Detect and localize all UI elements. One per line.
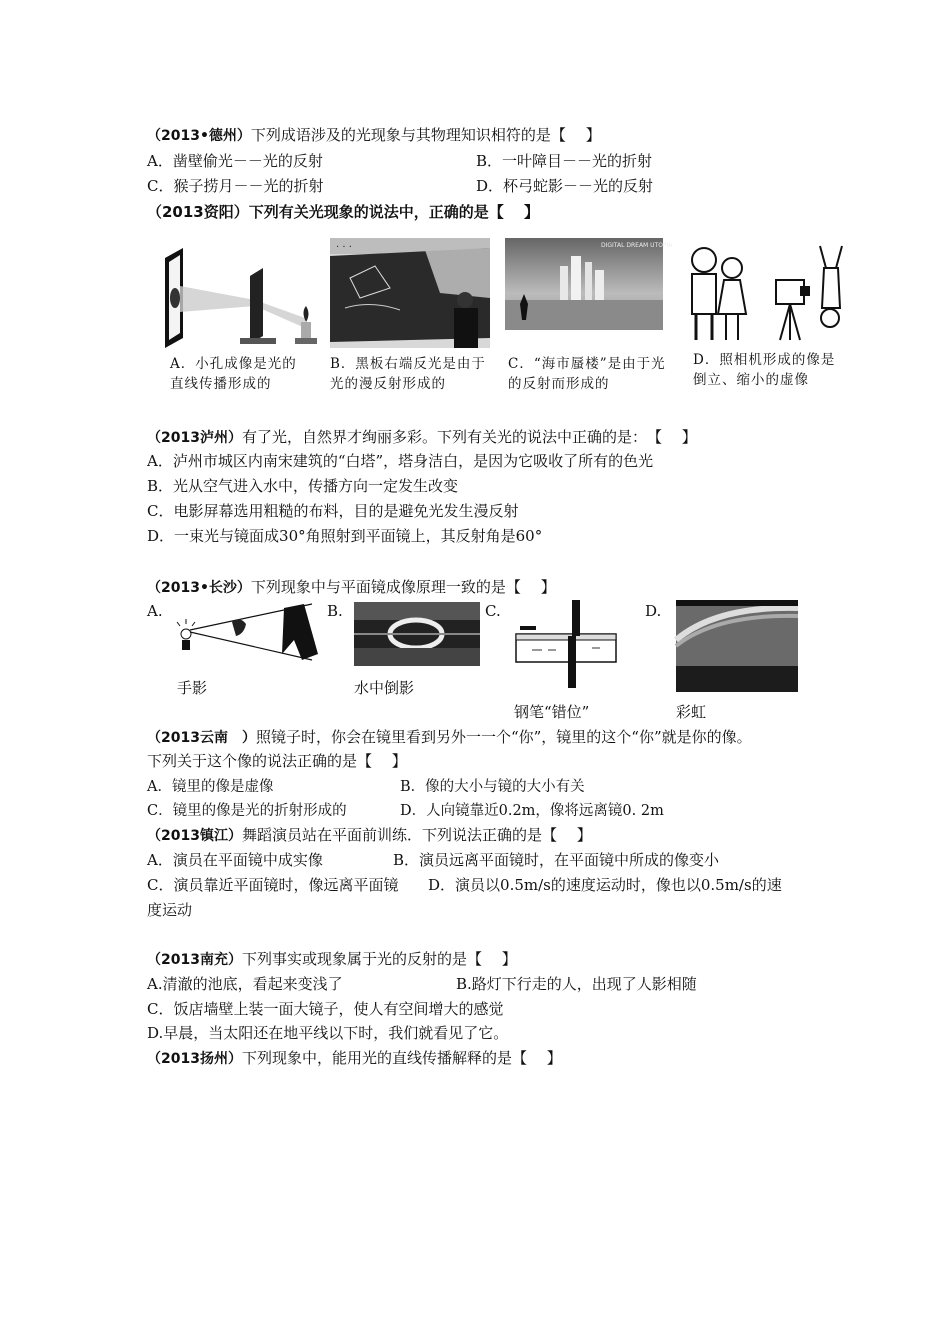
question-4-text: 下列现象中与平面镜成像原理一致的是【 】	[250, 578, 556, 596]
question-5-stem	[147, 726, 752, 749]
q7-option-a: A.清澈的池底，看起来变浅了	[147, 975, 343, 993]
question-3-stem	[147, 426, 697, 449]
q3-option-d: D．一束光与镜面成30°角照射到平面镜上，其反射角是60°	[147, 527, 543, 545]
question-1-text: 下列成语涉及的光现象与其物理知识相符的是【 】	[250, 126, 601, 144]
q7-option-d: D.早晨，当太阳还在地平线以下时，我们就看见了它。	[147, 1024, 509, 1042]
hand-shadow-figure	[172, 600, 332, 662]
camera-cartoon	[680, 238, 848, 344]
q1-option-d: D．杯弓蛇影－－光的反射	[476, 177, 654, 195]
q4-letter-a: A.	[147, 602, 163, 620]
question-1-stem	[147, 124, 601, 147]
q6-option-c: C．演员靠近平面镜时，像远离平面镜	[147, 876, 399, 894]
svg-text:· · ·: · · ·	[336, 242, 352, 253]
q4-caption-d: 彩虹	[676, 703, 707, 721]
q4-letter-d: D.	[645, 602, 662, 620]
q7-option-c: C．饭店墙壁上装一面大镜子，使人有空间增大的感觉	[147, 1000, 504, 1018]
q1-option-a: A．凿壁偷光－－光的反射	[147, 152, 323, 170]
question-5-stem-2: 下列关于这个像的说法正确的是【 】	[147, 752, 407, 770]
q2-caption-a: A．小孔成像是光的直线传播形成的	[170, 356, 297, 392]
q4-caption-a: 手影	[177, 679, 208, 697]
question-1-tag: （2013•德州）	[147, 128, 251, 144]
q3-option-b: B．光从空气进入水中，传播方向一定发生改变	[147, 477, 459, 495]
q3-option-c: C．电影屏幕选用粗糙的布料，目的是避免光发生漫反射	[147, 502, 519, 520]
q6-option-d-cont: 度运动	[147, 901, 193, 919]
pinhole-camera-figure	[155, 238, 325, 348]
mirage-photo	[505, 238, 673, 330]
question-7-stem	[147, 948, 517, 971]
question-6-stem	[147, 824, 592, 847]
q1-option-c: C．猴子捞月－－光的折射	[147, 177, 324, 195]
question-8-text: 下列现象中，能用光的直线传播解释的是【 】	[241, 1049, 562, 1067]
q2-caption-b: B．黑板右端反光是由于光的漫反射形成的	[330, 356, 486, 392]
q3-option-a: A．泸州市城区内南宋建筑的“白塔”，塔身洁白，是因为它吸收了所有的色光	[147, 452, 654, 470]
q2-caption-d: D．照相机形成的像是倒立、缩小的虚像	[693, 352, 836, 388]
question-8-stem	[147, 1047, 562, 1070]
q5-option-a: A．镜里的像是虚像	[147, 779, 274, 795]
pen-misplacement-figure	[512, 600, 624, 690]
question-6-tag: （2013镇江）	[147, 828, 242, 844]
water-reflection-photo	[354, 602, 480, 666]
q4-caption-c: 钢笔“错位”	[514, 703, 590, 721]
question-2-stem	[147, 201, 539, 223]
q6-option-a: A．演员在平面镜中成实像	[147, 851, 323, 869]
q6-option-b: B．演员远离平面镜时，在平面镜中所成的像变小	[393, 851, 720, 869]
q1-option-b: B．一叶障目－－光的折射	[476, 152, 653, 170]
q4-caption-b: 水中倒影	[354, 679, 415, 697]
q6-option-d: D．演员以0.5m/s的速度运动时，像也以0.5m/s的速	[428, 876, 782, 894]
q2-caption-c: C．“海市蜃楼”是由于光的反射而形成的	[508, 356, 666, 392]
question-4-tag: （2013•长沙）	[147, 580, 251, 596]
question-3-text: 有了光，自然界才绚丽多彩。下列有关光的说法中正确的是： 【 】	[241, 428, 697, 446]
q7-option-b: B.路灯下行走的人，出现了人影相随	[456, 975, 697, 993]
photo-caption: DIGITAL DREAM UTOPIA	[601, 242, 673, 249]
q4-letter-c: C.	[485, 602, 501, 620]
blackboard-photo	[330, 238, 490, 348]
question-2-tag: （2013资阳）	[147, 203, 249, 221]
question-2-text: 下列有关光现象的说法中，正确的是【 】	[248, 203, 539, 221]
rainbow-photo	[676, 600, 798, 692]
q5-option-d: D．人向镜靠近0.2m，像将远离镜0. 2m	[400, 803, 664, 819]
question-7-tag: （2013南充）	[147, 952, 242, 968]
question-5-tag: （2013云南 ）	[147, 730, 256, 746]
question-5-text: 照镜子时，你会在镜里看到另外一一个“你”，镜里的这个“你”就是你的像。	[255, 728, 752, 746]
question-8-tag: （2013扬州）	[147, 1051, 242, 1067]
question-4-stem	[147, 576, 556, 599]
q5-option-b: B．像的大小与镜的大小有关	[400, 779, 585, 795]
q5-option-c: C．镜里的像是光的折射形成的	[147, 803, 347, 819]
question-6-text: 舞蹈演员站在平面前训练．下列说法正确的是【 】	[241, 826, 592, 844]
q4-letter-b: B.	[327, 602, 343, 620]
question-7-text: 下列事实或现象属于光的反射的是【 】	[241, 950, 517, 968]
question-3-tag: （2013泸州）	[147, 430, 242, 446]
